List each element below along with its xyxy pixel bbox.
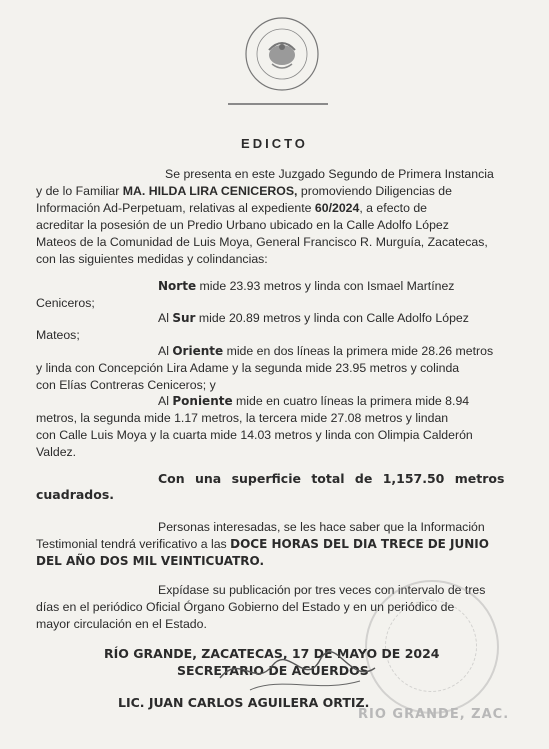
oriente-line-3: con Elías Contreras Ceniceros; y bbox=[36, 378, 216, 392]
oriente-line-1: Al Oriente mide en dos líneas la primera mide 28.26 metros bbox=[158, 344, 494, 358]
intro-line-1: Se presenta en este Juzgado Segundo de Primera Instancia bbox=[165, 167, 494, 181]
poniente-label: Poniente bbox=[172, 394, 233, 408]
intro-line-5: Mateos de la Comunidad de Luis Moya, General Francisco R. Murguía, Zacatecas, bbox=[36, 235, 488, 249]
promovente-name: MA. HILDA LIRA CENICEROS, bbox=[122, 184, 298, 198]
intro-line-4: acreditar la posesión de un Predio Urbano ubicado en la Calle Adolfo López bbox=[36, 218, 449, 232]
intro-line-3: Información Ad-Perpetuam, relativas al expediente 60/2024, a efecto de bbox=[36, 201, 428, 215]
norte-line-1: Norte mide 23.93 metros y linda con Ismael Martínez bbox=[158, 279, 455, 293]
sur-label: Sur bbox=[172, 311, 196, 325]
poniente-line-1: Al Poniente mide en cuatro líneas la primera mide 8.94 bbox=[158, 394, 470, 408]
norte-label: Norte bbox=[158, 279, 197, 293]
document-title: EDICTO bbox=[241, 136, 308, 151]
expediente-number: 60/2024 bbox=[314, 201, 360, 215]
seal-underline bbox=[228, 103, 328, 105]
intro-line-2: y de lo Familiar MA. HILDA LIRA CENICEROS, promoviendo Diligencias de bbox=[36, 184, 452, 198]
publicacion-line-1: Expídase su publicación por tres veces con intervalo de tres bbox=[158, 583, 486, 597]
interesadas-line-2: Testimonial tendrá verificativo a las DOCE HORAS DEL DIA TRECE DE JUNIO bbox=[36, 537, 489, 551]
poniente-line-4: Valdez. bbox=[36, 445, 77, 459]
office-stamp-text: RIO GRANDE, ZAC. bbox=[358, 707, 510, 722]
oriente-line-2: y linda con Concepción Lira Adame y la segunda mide 23.95 metros y colinda bbox=[36, 361, 460, 375]
intro-line-6: con las siguientes medidas y colindancias: bbox=[36, 252, 268, 266]
signer-name: LIC. JUAN CARLOS AGUILERA ORTIZ. bbox=[118, 695, 370, 710]
handwritten-signature bbox=[210, 648, 385, 698]
poniente-line-3: con Calle Luis Moya y la cuarta mide 14.03 metros y linda con Olimpia Calderón bbox=[36, 428, 473, 442]
superficie-line-2: cuadrados. bbox=[36, 487, 115, 502]
interesadas-line-1: Personas interesadas, se les hace saber que la Información bbox=[158, 520, 485, 534]
interesadas-line-3: DEL AÑO DOS MIL VEINTICUATRO. bbox=[36, 554, 265, 568]
coat-of-arms-seal bbox=[236, 14, 328, 94]
hearing-time: DOCE HORAS DEL DIA TRECE DE JUNIO bbox=[230, 537, 489, 551]
publicacion-line-2: días en el periódico Oficial Órgano Gobierno del Estado y en un periódico de bbox=[36, 600, 455, 614]
signer-role: SECRETARIO DE ACUERDOS bbox=[177, 663, 369, 678]
place-date: RÍO GRANDE, ZACATECAS, 17 DE MAYO DE 2024 bbox=[104, 646, 440, 661]
oriente-label: Oriente bbox=[172, 344, 224, 358]
sur-line-2: Mateos; bbox=[36, 328, 80, 342]
superficie-line-1: Con una superficie total de 1,157.50 metros bbox=[158, 471, 505, 486]
publicacion-line-3: mayor circulación en el Estado. bbox=[36, 617, 207, 631]
norte-line-2: Ceniceros; bbox=[36, 296, 95, 310]
sur-line-1: Al Sur mide 20.89 metros y linda con Calle Adolfo López bbox=[158, 311, 469, 325]
poniente-line-2: metros, la segunda mide 1.17 metros, la tercera mide 27.08 metros y lindan bbox=[36, 411, 449, 425]
